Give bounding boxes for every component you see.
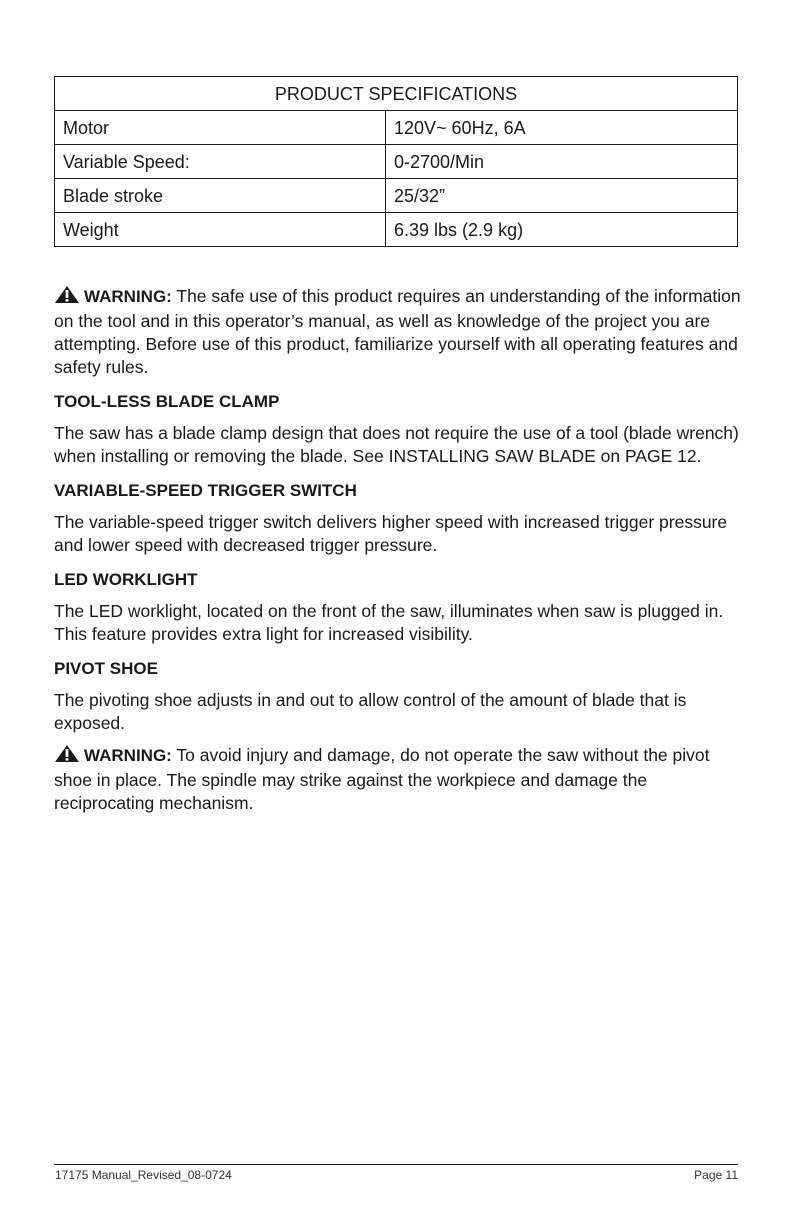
- warning-text: The safe use of this product requires an understanding of the information on the tool and in this operator’s manual, as well as knowledge of the project you are attempting. Before use of this product, familiarize yourself with all operating features and safety rules.: [54, 286, 741, 377]
- section-heading-variable-speed-trigger-switch: VARIABLE-SPEED TRIGGER SWITCH: [54, 481, 357, 500]
- spec-value: 6.39 lbs (2.9 kg): [386, 213, 738, 247]
- spec-row-motor: [55, 111, 738, 145]
- spec-value: 25/32”: [386, 179, 738, 213]
- section-heading-pivot-shoe: PIVOT SHOE: [54, 659, 158, 678]
- warning-triangle-icon: [54, 285, 80, 310]
- warning-text: To avoid injury and damage, do not operate the saw without the pivot shoe in place. The spindle may strike against the workpiece and damage the reciprocating mechanism.: [54, 745, 710, 813]
- warning-label: WARNING:: [84, 746, 172, 765]
- spec-label: Motor: [55, 111, 386, 145]
- spec-value: 120V~ 60Hz, 6A: [386, 111, 738, 145]
- warning-triangle-icon: [54, 744, 80, 769]
- section-heading-led-worklight: LED WORKLIGHT: [54, 570, 198, 589]
- section-body-led-worklight: The LED worklight, located on the front of the saw, illuminates when saw is plugged in. This feature provides extra light for increased visibility.: [54, 601, 724, 644]
- product-specifications-table: [54, 76, 738, 247]
- warning-paragraph-general: [54, 285, 744, 379]
- warning-label: WARNING:: [84, 287, 172, 306]
- spec-row-variable-speed: [55, 145, 738, 179]
- spec-value: 0-2700/Min: [386, 145, 738, 179]
- page-content: [54, 285, 744, 815]
- footer-page-number: Page 11: [694, 1168, 738, 1182]
- spec-label: Variable Speed:: [55, 145, 386, 179]
- footer-divider: [54, 1164, 738, 1165]
- footer-document-id: 17175 Manual_Revised_08-0724: [55, 1168, 232, 1182]
- section-heading-tool-less-blade-clamp: TOOL-LESS BLADE CLAMP: [54, 392, 280, 411]
- spec-table-title: PRODUCT SPECIFICATIONS: [55, 77, 738, 111]
- spec-row-blade-stroke: [55, 179, 738, 213]
- section-body-variable-speed-trigger-switch: The variable-speed trigger switch delivers higher speed with increased trigger pressure and lower speed with decreased trigger pressure.: [54, 512, 728, 555]
- section-body-pivot-shoe: The pivoting shoe adjusts in and out to allow control of the amount of blade that is exposed.: [54, 690, 687, 733]
- spec-row-weight: [55, 213, 738, 247]
- spec-label: Weight: [55, 213, 386, 247]
- spec-label: Blade stroke: [55, 179, 386, 213]
- section-body-tool-less-blade-clamp: The saw has a blade clamp design that does not require the use of a tool (blade wrench) when installing or removing the blade. See INSTALLING SAW BLADE on PAGE 12.: [54, 423, 739, 466]
- spec-table-header-row: [55, 77, 738, 111]
- warning-paragraph-pivot-shoe: [54, 744, 744, 815]
